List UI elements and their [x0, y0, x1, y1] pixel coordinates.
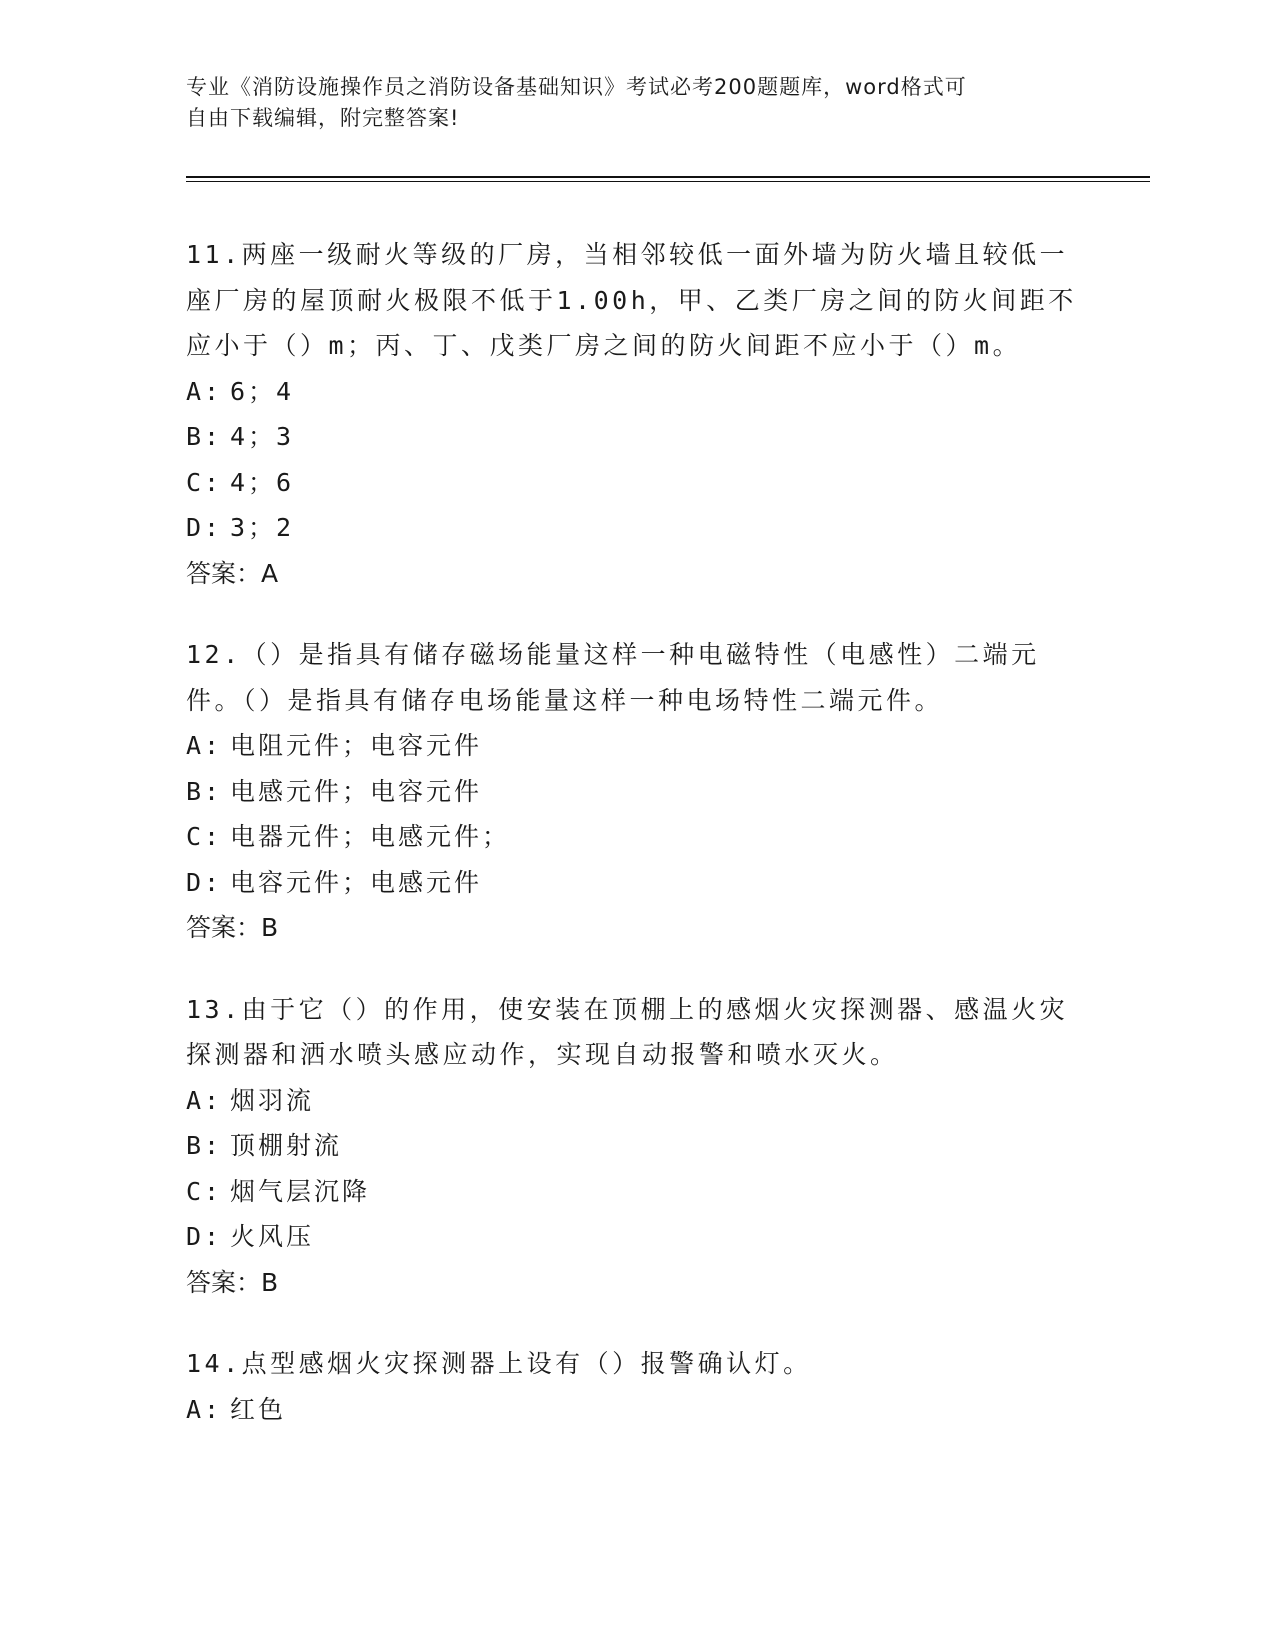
- option-text: 火风压: [230, 1222, 315, 1251]
- option-letter: B:: [186, 776, 223, 806]
- header-divider-thin: [186, 181, 1150, 182]
- option-b: [186, 769, 1086, 815]
- answer-line: 答案：B: [186, 913, 279, 942]
- option-text: 红色: [230, 1394, 287, 1424]
- option-b: [186, 1123, 1086, 1169]
- option-letter: A:: [186, 731, 223, 760]
- option-text: 电容元件；电感元件: [230, 867, 483, 897]
- question-11: [186, 232, 1086, 596]
- option-letter: D:: [186, 867, 223, 897]
- option-letter: D:: [186, 513, 223, 542]
- option-a: [186, 723, 1086, 769]
- option-text: 烟气层沉降: [230, 1176, 371, 1206]
- header-line-1: 专业《消防设施操作员之消防设备基础知识》考试必考200题题库，word格式可: [186, 75, 967, 99]
- option-text: 顶棚射流: [230, 1131, 343, 1160]
- option-a: [186, 1078, 1086, 1124]
- question-stem: 14.点型感烟火灾探测器上设有（）报警确认灯。: [186, 1349, 812, 1378]
- question-stem: 12.（）是指具有储存磁场能量这样一种电磁特性（电感性）二端元件。（）是指具有储存电场能量这样一种电场特性二端元件。: [186, 640, 1040, 715]
- option-letter: C:: [186, 1176, 223, 1206]
- option-d: [186, 1214, 1086, 1260]
- option-text: 电感元件；电容元件: [230, 776, 483, 806]
- answer-line: 答案：A: [186, 558, 279, 588]
- question-13: [186, 987, 1086, 1306]
- option-text: 6；4: [230, 376, 295, 406]
- option-b: [186, 414, 1086, 460]
- option-text: 3；2: [230, 513, 295, 542]
- option-text: 4；6: [230, 467, 295, 497]
- option-text: 电阻元件；电容元件: [230, 731, 483, 760]
- option-c: [186, 814, 1086, 860]
- option-c: [186, 1169, 1086, 1215]
- option-a: [186, 369, 1086, 415]
- option-c: [186, 460, 1086, 506]
- option-text: 4；3: [230, 422, 295, 451]
- option-letter: A:: [186, 1085, 223, 1115]
- question-stem: 13.由于它（）的作用，使安装在顶棚上的感烟火灾探测器、感温火灾探测器和洒水喷头感应动作，实现自动报警和喷水灭火。: [186, 994, 1069, 1069]
- question-list: [186, 232, 1086, 1468]
- option-letter: B:: [186, 1131, 223, 1160]
- option-text: 烟羽流: [230, 1085, 315, 1115]
- header-line-2: 自由下载编辑，附完整答案!: [186, 106, 460, 130]
- question-stem: 11.两座一级耐火等级的厂房，当相邻较低一面外墙为防火墙且较低一座厂房的屋顶耐火极限不低于1.00h，甲、乙类厂房之间的防火间距不应小于（）m；丙、丁、戊类厂房之间的防火间距不应小于（）m。: [186, 240, 1077, 360]
- question-12: [186, 632, 1086, 951]
- option-letter: D:: [186, 1222, 223, 1251]
- header-divider-thick: [186, 176, 1150, 178]
- option-letter: A:: [186, 376, 223, 406]
- document-header: [186, 72, 1066, 134]
- question-14: [186, 1341, 1086, 1432]
- option-a: [186, 1387, 1086, 1433]
- option-text: 电器元件；电感元件；: [230, 822, 511, 851]
- answer-line: 答案：B: [186, 1267, 279, 1297]
- option-letter: A:: [186, 1394, 223, 1424]
- option-letter: B:: [186, 422, 223, 451]
- option-d: [186, 505, 1086, 551]
- option-letter: C:: [186, 822, 223, 851]
- option-d: [186, 860, 1086, 906]
- option-letter: C:: [186, 467, 223, 497]
